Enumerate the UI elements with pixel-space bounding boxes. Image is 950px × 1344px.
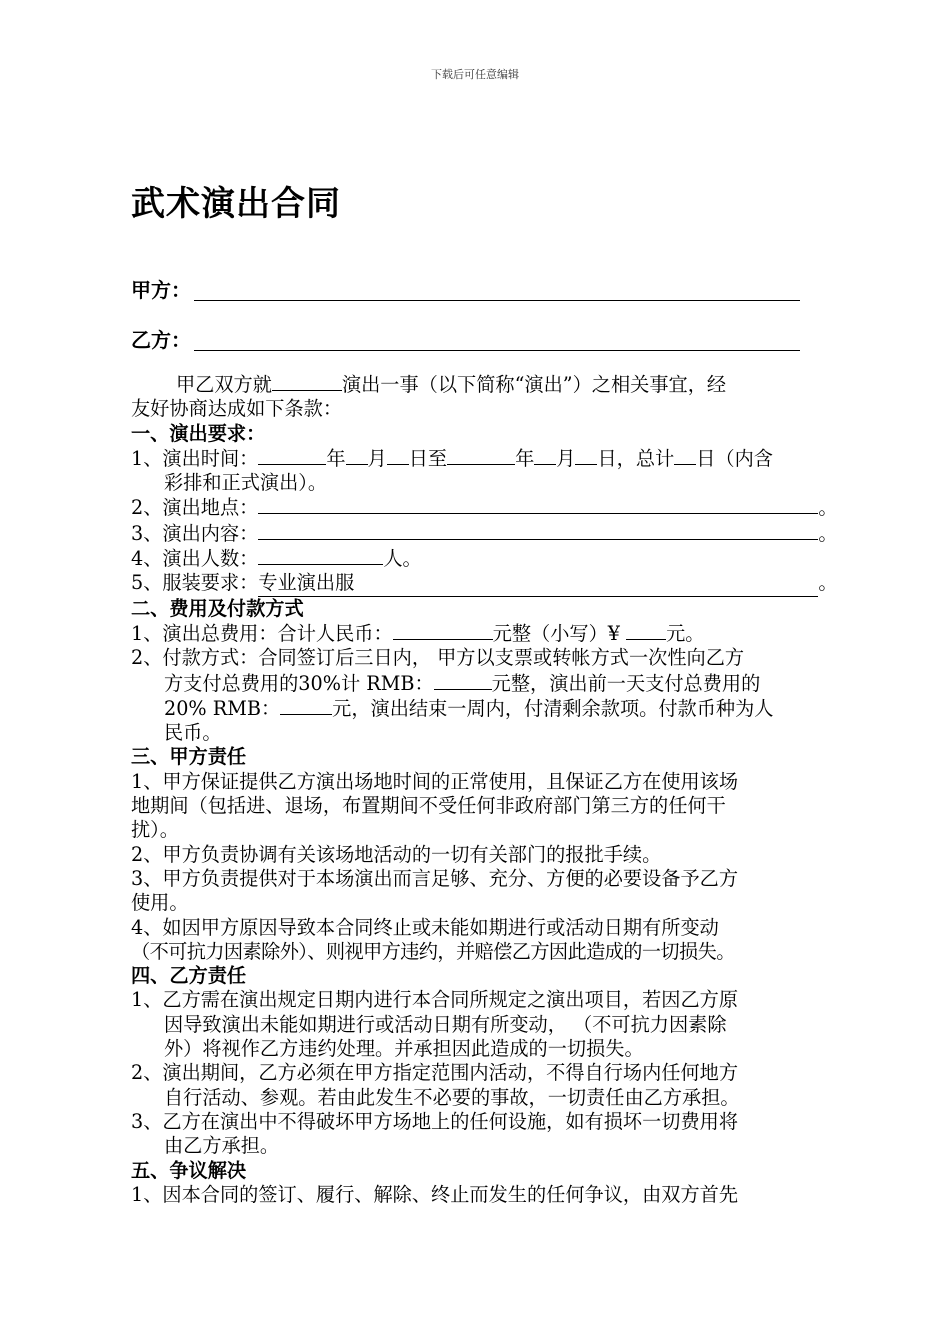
section-heading: 三、甲方责任 <box>131 745 247 769</box>
party-a-blank[interactable] <box>194 300 800 301</box>
year-blank[interactable] <box>447 446 515 465</box>
day-blank[interactable] <box>575 446 597 465</box>
clause-line: 扰）。 <box>131 818 179 842</box>
clause-line: 因导致演出未能如期进行或活动日期有所变动， （不可抗力因素除 <box>164 1012 727 1036</box>
content-blank[interactable] <box>258 521 818 540</box>
month-blank[interactable] <box>346 446 368 465</box>
header-note: 下载后可任意编辑 <box>431 68 519 81</box>
clause-line: 外）将视作乙方违约处理。并承担因此造成的一切损失。 <box>164 1037 644 1061</box>
party-b-line <box>131 324 191 353</box>
clause-place: 2、演出地点： 。 <box>131 496 838 520</box>
section-heading: 一、演出要求： <box>131 421 266 445</box>
section-heading: 五、争议解决 <box>131 1158 247 1182</box>
total-caps-blank[interactable] <box>393 621 493 640</box>
intro-line: 甲乙双方就 演出一事（以下简称“演出”）之相关事宜，经 <box>176 373 727 396</box>
clause-payment-cont: 方支付总费用的30%计 RMB： 元整，演出前一天支付总费用的 <box>164 671 761 695</box>
clause-line: 4、如因甲方原因导致本合同终止或未能如期进行或活动日期有所变动 <box>131 915 719 939</box>
clause-line: 3、甲方负责提供对于本场演出而言足够、充分、方便的必要设备予乙方 <box>131 866 739 890</box>
clause-total-fee: 1、演出总费用：合计人民币： 元整（小写）¥ 元。 <box>131 621 705 645</box>
clause-payment: 2、付款方式：合同签订后三日内， 甲方以支票或转帐方式一次性向乙方 <box>131 646 745 670</box>
clause-line: 1、因本合同的签订、履行、解除、终止而发生的任何争议，由双方首先 <box>131 1182 739 1206</box>
second-payment-blank[interactable] <box>280 696 332 715</box>
clause-time: 1、演出时间： 年 月 日至 年 月 日，总计 日（内含 <box>131 446 773 470</box>
clause-count: 4、演出人数： 人。 <box>131 547 422 571</box>
days-total-blank[interactable] <box>674 446 696 465</box>
deposit-blank[interactable] <box>434 671 492 690</box>
section-heading: 二、费用及付款方式 <box>131 596 304 620</box>
party-a-line <box>131 274 191 303</box>
party-b-label: 乙方： <box>131 328 191 352</box>
clause-costume: 5、服装要求：专业演出服 。 <box>131 571 851 596</box>
costume-field[interactable]: 专业演出服 <box>258 571 818 596</box>
clause-line: 由乙方承担。 <box>164 1134 280 1158</box>
event-blank[interactable] <box>272 372 342 391</box>
contract-body <box>131 372 851 1207</box>
clause-payment-cont: 民币。 <box>164 721 222 745</box>
party-b-blank[interactable] <box>194 350 800 351</box>
clause-line: 使用。 <box>131 891 189 915</box>
section-heading: 四、乙方责任 <box>131 964 247 988</box>
document-title: 武术演出合同 <box>131 184 341 224</box>
day-blank[interactable] <box>387 446 409 465</box>
clause-line: 2、演出期间，乙方必须在甲方指定范围内活动，不得自行场内任何地方 <box>131 1061 739 1085</box>
intro-line: 友好协商达成如下条款： <box>131 397 343 421</box>
clause-line: 自行活动、参观。若由此发生不必要的事故，一切责任由乙方承担。 <box>164 1085 740 1109</box>
clause-line: 3、乙方在演出中不得破坏甲方场地上的任何设施，如有损坏一切费用将 <box>131 1109 739 1133</box>
clause-line: （不可抗力因素除外）、则视甲方违约，并赔偿乙方因此造成的一切损失。 <box>131 939 735 963</box>
month-blank[interactable] <box>534 446 556 465</box>
clause-line: 2、甲方负责协调有关该场地活动的一切有关部门的报批手续。 <box>131 842 662 866</box>
total-figure-blank[interactable] <box>626 621 666 640</box>
party-a-label: 甲方： <box>131 278 191 302</box>
clause-line: 地期间（包括进、退场，布置期间不受任何非政府部门第三方的任何干 <box>131 794 726 818</box>
clause-line: 1、乙方需在演出规定日期内进行本合同所规定之演出项目，若因乙方原 <box>131 988 739 1012</box>
place-blank[interactable] <box>258 495 818 514</box>
clause-line: 1、甲方保证提供乙方演出场地时间的正常使用，且保证乙方在使用该场 <box>131 769 739 793</box>
clause-payment-cont: 20% RMB： 元，演出结束一周内，付清剩余款项。付款币种为人 <box>164 696 774 720</box>
count-blank[interactable] <box>258 546 383 565</box>
year-blank[interactable] <box>258 446 326 465</box>
clause-content: 3、演出内容： 。 <box>131 521 838 545</box>
clause-time-cont: 彩排和正式演出）。 <box>164 471 328 495</box>
